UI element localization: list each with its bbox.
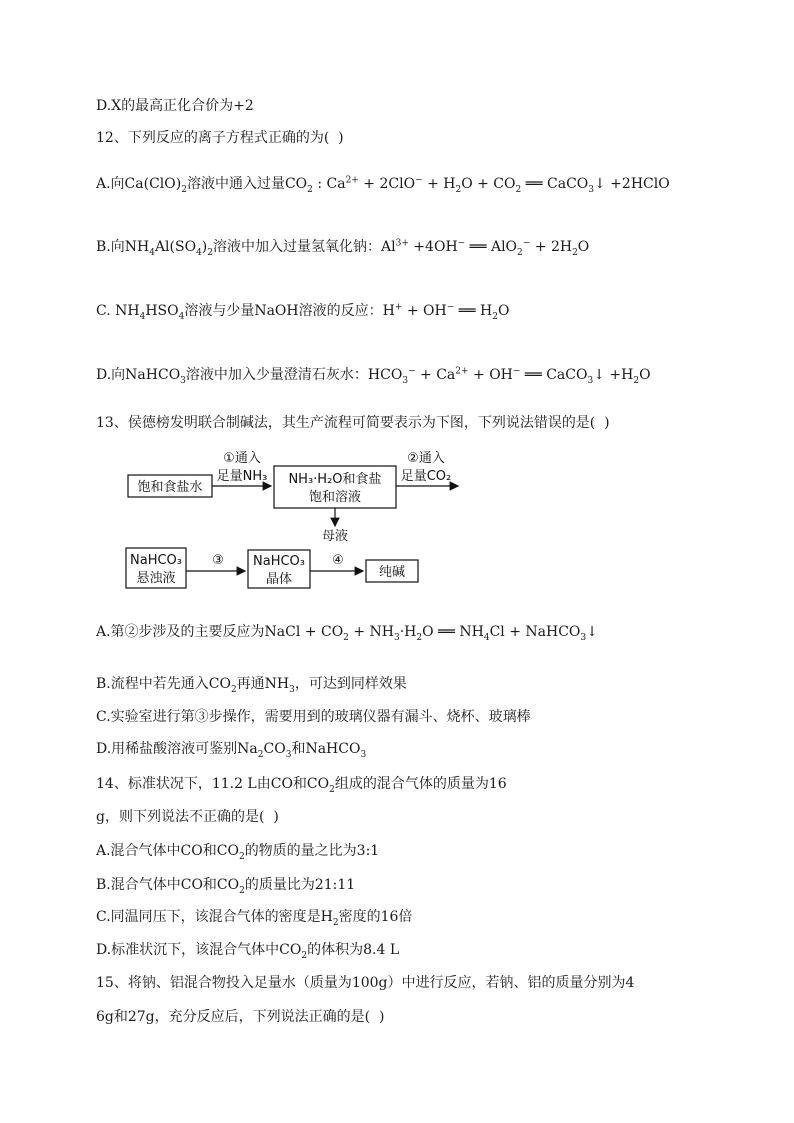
q14-option-b: B.混合气体中CO和$CO_2$的质量比为21:11 (96, 877, 356, 896)
box-mix-label-2: 饱和溶液 (308, 490, 362, 505)
q13-option-b: B.流程中若先通入$CO_2$再通$NH_3$，可达到同样效果 (96, 676, 407, 695)
q14-option-d: D.标准状沉下，该混合气体中$CO_2$的体积为8.4 L (96, 942, 400, 961)
step1-label-1: ①通入 (223, 451, 261, 466)
step2-label-1: ②通入 (407, 451, 445, 466)
q12-option-c: C. $NH_4HSO_4$溶液与少量NaOH溶液的反应：H+ + OH− ══ $H_2O$ (96, 302, 510, 322)
q14-option-a: A.混合气体中CO和$CO_2$的物质的量之比为3:1 (96, 843, 380, 862)
q14-option-c: C.同温同压下，该混合气体的密度是$H_2$密度的16倍 (96, 909, 413, 928)
box-crystal-label-2: 晶体 (265, 572, 293, 587)
q13-option-a: A.第②步涉及的主要反应为NaCl + $CO_2 + NH_3\cdot H_2O$ ══ $NH_4Cl$ + NaHCO$_3$↓ (96, 624, 598, 643)
step4-label: ④ (332, 553, 344, 568)
q15-stem-line2: 6g和27g，充分反应后，下列说法正确的是( ) (96, 1009, 385, 1025)
box-soda-label: 纯碱 (378, 565, 406, 580)
q13-stem: 13、侯德榜发明联合制碱法，其生产流程可简要表示为下图，下列说法错误的是( ) (96, 415, 610, 431)
box-suspension-label-2: 悬浊液 (136, 571, 176, 586)
q13-option-d: D.用稀盐酸溶液可鉴别$Na_2CO_3$和NaHCO$_3$ (96, 741, 367, 760)
q12-option-d: D.向NaHCO$_3$溶液中加入少量澄清石灰水：$HCO_3^- + Ca^{2+} + OH^-$ ══ CaCO$_3$↓ $+H_2O$ (96, 366, 651, 386)
step1-label-2: 足量NH₃ (216, 469, 268, 484)
box-brine-label: 饱和食盐水 (137, 480, 203, 495)
mother-liquor-label: 母液 (321, 529, 349, 544)
box-suspension-label-1: NaHCO₃ (130, 553, 182, 568)
q11-option-d: D.X的最高正化合价为+2 (96, 98, 254, 114)
q12-stem: 12、下列反应的离子方程式正确的为( ) (96, 130, 344, 146)
q14-stem-line2: g，则下列说法不正确的是( ) (96, 809, 279, 825)
process-flowchart (96, 440, 476, 590)
box-mix-label-1: NH₃·H₂O和食盐 (288, 472, 382, 487)
q13-option-c: C.实验室进行第③步操作，需要用到的玻璃仪器有漏斗、烧杯、玻璃棒 (96, 709, 531, 725)
q15-stem-line1: 15、将钠、铝混合物投入足量水（质量为100g）中进行反应，若钠、铝的质量分别为4 (96, 975, 635, 991)
q12-option-b: B.向$NH_4Al(SO_4)_2$溶液中加入过量氢氧化钠：$Al^{3+} +4OH^-$ ══ $AlO_2^- + 2H_2O$ (96, 238, 590, 258)
step3-label: ③ (212, 553, 224, 568)
q12-option-a: A.向$Ca(ClO)_2$溶液中通入过量$CO_2$ : $Ca^{2+} + 2ClO^- + H_2O + CO_2$ ══ CaCO$_3$↓ +2HClO (96, 175, 670, 195)
q14-stem-line1: 14、标准状况下，11.2 L由CO和$CO_2$组成的混合气体的质量为16 (96, 776, 507, 795)
box-crystal-label-1: NaHCO₃ (253, 554, 305, 569)
step2-label-2: 足量CO₂ (400, 469, 452, 484)
